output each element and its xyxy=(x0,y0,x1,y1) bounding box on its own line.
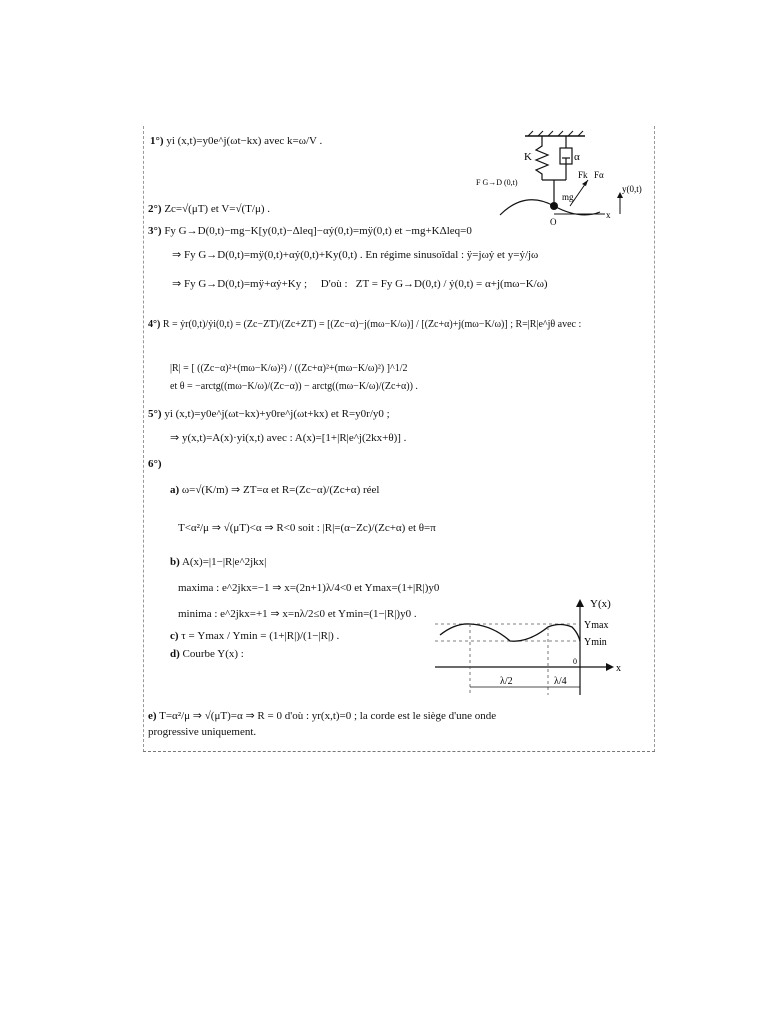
q6e-line2: progressive uniquement. xyxy=(148,726,257,738)
q6b-text1: A(x)=|1−|R|e^2jkx| xyxy=(181,556,267,568)
q1-text: yi (x,t)=y0e^j(ωt−kx) avec k=ω/V . xyxy=(166,135,323,147)
q2-line xyxy=(148,203,270,216)
curve-Ymin-label: Ymin xyxy=(584,637,607,648)
q1-line xyxy=(150,135,322,148)
fig-x-label: x xyxy=(606,210,611,220)
q6b-line2: maxima : e^2jkx=−1 ⇒ x=(2n+1)λ/4<0 et Ymax=(1+|R|)y0 xyxy=(178,582,440,594)
fig-Fa-label: Fα xyxy=(594,170,604,180)
q5-line1 xyxy=(148,408,390,421)
q6b-label: b) xyxy=(170,556,180,568)
q6c-label: c) xyxy=(170,630,179,642)
q6b-line3: minima : e^2jkx=+1 ⇒ x=nλ/2≤0 et Ymin=(1−|R|)y0 . xyxy=(178,608,417,620)
q6e-text1: T=α²/μ ⇒ √(μT)=α ⇒ R = 0 d'où : yr(x,t)=0 ; la corde est le siège d'une onde xyxy=(159,710,497,722)
spring-icon xyxy=(536,136,548,180)
fig-force-label: F G→D (0,t) xyxy=(476,178,518,187)
q6c-line xyxy=(170,630,339,643)
q3-text1: Fy G→D(0,t)−mg−K[y(0,t)−Δleq]−αẏ(0,t)=mÿ(0,t) et −mg+KΔleq=0 xyxy=(164,225,472,237)
q6b-line1 xyxy=(170,556,266,569)
q6a-line1 xyxy=(170,484,379,497)
curve-quarter-label: λ/4 xyxy=(554,676,567,687)
q3-number: 3°) xyxy=(148,225,162,237)
q3-text3b: D'où : xyxy=(320,278,348,290)
fig-K-label: K xyxy=(524,151,532,163)
q4-line1 xyxy=(148,318,581,331)
q2-text: Zc=√(μT) et V=√(T/μ) . xyxy=(164,203,271,215)
spring-damper-figure xyxy=(470,130,650,225)
q3-line1 xyxy=(148,225,472,238)
q6d-label: d) xyxy=(170,648,180,660)
q3-line2: ⇒ Fy G→D(0,t)=mÿ(0,t)+αẏ(0,t)+Ky(0,t) . En régime sinusoïdal : ÿ=jωẏ et y=ẏ/jω xyxy=(172,249,539,261)
bottom-dashed-rule xyxy=(143,751,655,752)
curve-x-label: x xyxy=(616,663,621,674)
fig-mg-label: mg xyxy=(562,192,574,202)
q3-text3c: ZT = Fy G→D(0,t) / ẏ(0,t) = α+j(mω−K/ω) xyxy=(355,278,548,290)
q1-number: 1°) xyxy=(150,135,164,147)
q6-number: 6°) xyxy=(148,458,162,470)
curve-Y-label: Y(x) xyxy=(590,598,611,610)
fig-alpha-label: α xyxy=(574,151,580,163)
q5-line2: ⇒ y(x,t)=A(x)·yi(x,t) avec : A(x)=[1+|R|e^j(2kx+θ)] . xyxy=(170,432,407,444)
q6a-text1: ω=√(K/m) ⇒ ZT=α et R=(Zc−α)/(Zc+α) réel xyxy=(181,484,380,496)
q6d-text: Courbe Y(x) : xyxy=(182,648,244,660)
q6e-label: e) xyxy=(148,710,157,722)
q6e-line1 xyxy=(148,710,496,723)
q4-line2: |R| = [ ((Zc−α)²+(mω−K/ω)²) / ((Zc+α)²+(mω−K/ω)²) ]^1/2 xyxy=(170,363,408,374)
damper-icon xyxy=(560,136,572,180)
q4-number: 4°) xyxy=(148,319,161,330)
fig-Fk-label: Fk xyxy=(578,170,588,180)
q6a-label: a) xyxy=(170,484,180,496)
curve-Ymax-label: Ymax xyxy=(584,620,609,631)
q6c-text: τ = Ymax / Ymin = (1+|R|)/(1−|R|) . xyxy=(181,630,340,642)
curve-half-label: λ/2 xyxy=(500,676,513,687)
q6a-line2: T<α²/μ ⇒ √(μT)<α ⇒ R<0 soit : |R|=(α−Zc)/(Zc+α) et θ=π xyxy=(178,522,436,534)
q4-line2b: et θ = −arctg((mω−K/ω)/(Zc−α)) − arctg((mω−K/ω)/(Zc+α)) . xyxy=(170,381,418,392)
q3-line3 xyxy=(172,278,548,291)
fig-origin-label: O xyxy=(550,217,557,225)
q5-number: 5°) xyxy=(148,408,162,420)
q5-text1: yi (x,t)=y0e^j(ωt−kx)+y0re^j(ωt+kx) et R=y0r/y0 ; xyxy=(164,408,390,420)
q3-text3a: ⇒ Fy G→D(0,t)=mÿ+αẏ+Ky ; xyxy=(172,278,308,290)
q4-text1: R = ẏr(0,t)/ẏi(0,t) = (Zc−ZT)/(Zc+ZT) = [(Zc−α)−j(mω−K/ω)] / [(Zc+α)+j(mω−K/ω)] ; R=|R|e^jθ avec : xyxy=(162,319,582,330)
amplitude-curve xyxy=(440,624,580,641)
curve-figure xyxy=(430,595,655,700)
q2-number: 2°) xyxy=(148,203,162,215)
q6d-line xyxy=(170,648,244,661)
curve-zero-label: 0 xyxy=(573,657,577,666)
fig-y-label: y(0,t) xyxy=(622,184,642,194)
